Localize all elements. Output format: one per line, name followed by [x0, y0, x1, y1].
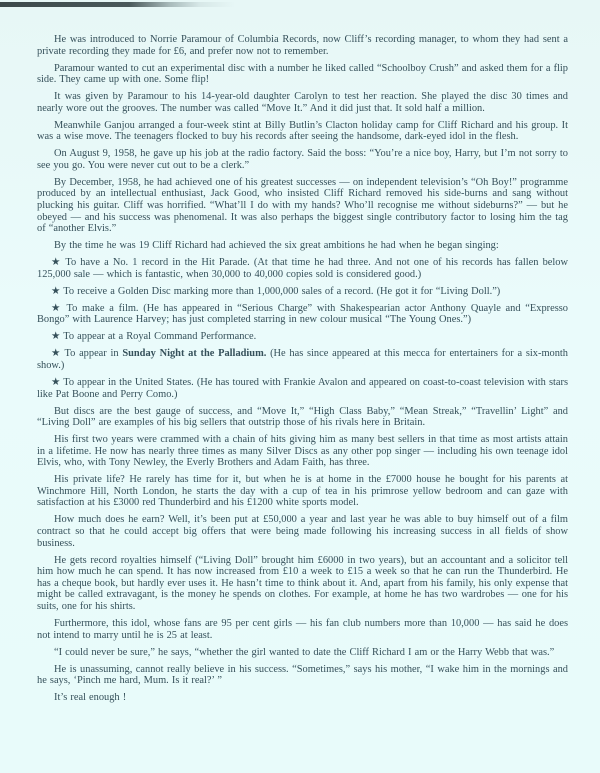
paragraph: Meanwhile Ganjou arranged a four-week stint at Billy Butlin’s Clacton holiday camp for Cliff Richard and his group. It was a wise move. The teenagers flocked to buy his records after seeing the handsome, dark-eyed idol in the flesh.	[37, 119, 568, 143]
paragraph: By December, 1958, he had achieved one of his greatest successes — on independent television’s “Oh Boy!” programme produced by an intellectual enthusiast, Jack Good, who insisted Cliff Richard removed his side-burns and sang without plucking his guitar. Cliff was horrified. “What’ll I do with my hands? Who’ll recognise me without sideburns?” — but he obeyed — and his success was phenomenal. It was also perhaps the biggest single contributory factor to losing him the tag of “another Elvis.”	[37, 176, 568, 235]
paragraph: On August 9, 1958, he gave up his job at the radio factory. Said the boss: “You’re a nice boy, Harry, but I’m not sorry to see you go. You were never cut out to be a clerk.”	[37, 148, 568, 171]
ambition-item: ★ To receive a Golden Disc marking more than 1,000,000 sales of a record. (He got it for “Living Doll.”)	[51, 285, 501, 297]
paragraph: He was introduced to Norrie Paramour of Columbia Records, now Cliff’s recording manager, to whom they had sent a private recording they made for £6, and prefer now not to remember.	[37, 34, 568, 57]
ambition-item: ★ To have a No. 1 record in the Hit Parade. (At that time he had three. And not one of his records has fallen below 125,000 sale — which is fantastic, when 30,000 to 40,000 copies sold is considered good.)	[37, 257, 568, 280]
paragraph: He gets record royalties himself (“Living Doll” brought him £6000 in two years), but an accountant and a solicitor tell him how much he can spend. It has now increased from £10 a week to £15 a week so that he can run the Thunderbird. He has a cheque book, but hardly ever uses it. He hasn’t time to think about it. And, apart from his family, his only expense that might be called extravagant, is the money he spends on clothes. For example, at home he has two wardrobes — one for his suits, one for his shirts.	[37, 554, 568, 612]
ambition-item: ★ To make a film. (He has appeared in “Serious Charge” with Shakespearian actor Anthony Quayle and “Expresso Bongo” with Laurence Harvey; has just completed starring in new colour musical “The Young Ones.”)	[37, 302, 568, 326]
paragraph: His first two years were crammed with a chain of hits giving him as many best sellers in that time as most artists attain in a lifetime. He now has nearly three times as many Silver Discs as any other pop singer — including his own teenage idol Elvis, who, with Tony Newley, the Everly Brothers and Adam Faith, has three.	[37, 434, 568, 469]
paragraph: How much does he earn? Well, it’s been put at £50,000 a year and last year he was able to buy himself out of a film contract so that he could accept big offers that were being made following his increasing success in all fields of show business.	[37, 514, 568, 549]
paragraph: He is unassuming, cannot really believe in his success. “Sometimes,” says his mother, “I wake him in the mornings and he says, ‘Pinch me hard, Mum. Is it real?’ ”	[37, 663, 568, 687]
paragraph: It’s real enough !	[54, 692, 127, 704]
scan-edge-artifact	[0, 2, 235, 7]
page-text	[37, 34, 568, 709]
paragraph: Furthermore, this idol, whose fans are 95 per cent girls — his fan club numbers more than 10,000 — has said he does not intend to marry until he is 25 at least.	[37, 617, 568, 641]
ambition-item: ★ To appear at a Royal Command Performance.	[51, 331, 257, 343]
paragraph: By the time he was 19 Cliff Richard had achieved the six great ambitions he had when he began singing:	[54, 240, 499, 252]
paragraph: “I could never be sure,” he says, “whether the girl wanted to date the Cliff Richard I am or the Harry Webb that was.”	[54, 646, 555, 658]
ambition-item: ★ To appear in the United States. (He has toured with Frankie Avalon and appeared on coast-to-coast television with stars like Pat Boone and Perry Como.)	[37, 376, 568, 400]
paragraph: Paramour wanted to cut an experimental disc with a number he liked called “Schoolboy Crush” and asked them for a flip side. They came up with one. Some flip!	[37, 62, 568, 86]
paragraph: It was given by Paramour to his 14-year-old daughter Carolyn to test her reaction. She played the disc 30 times and nearly wore out the grooves. The number was called “Move It.” And it did just that. It sold half a million.	[37, 91, 568, 114]
bold-phrase: Sunday Night at the Palladium.	[122, 348, 267, 360]
ambition-item: ★ To appear in Sunday Night at the Palladium. (He has since appeared at this mecca for entertainers for a six-month show.)	[37, 348, 568, 371]
paragraph: His private life? He rarely has time for it, but when he is at home in the £7000 house he bought for his parents at Winchmore Hill, North London, he starts the day with a cup of tea in his primrose yellow bedroom and can gaze with satisfaction at his £3000 red Thunderbird and his £1200 white sports model.	[37, 474, 568, 509]
paragraph: But discs are the best gauge of success, and “Move It,” “High Class Baby,” “Mean Streak,” “Travellin’ Light” and “Living Doll” are examples of his big sellers that outstrip those of his rivals here in Britain.	[37, 405, 568, 429]
